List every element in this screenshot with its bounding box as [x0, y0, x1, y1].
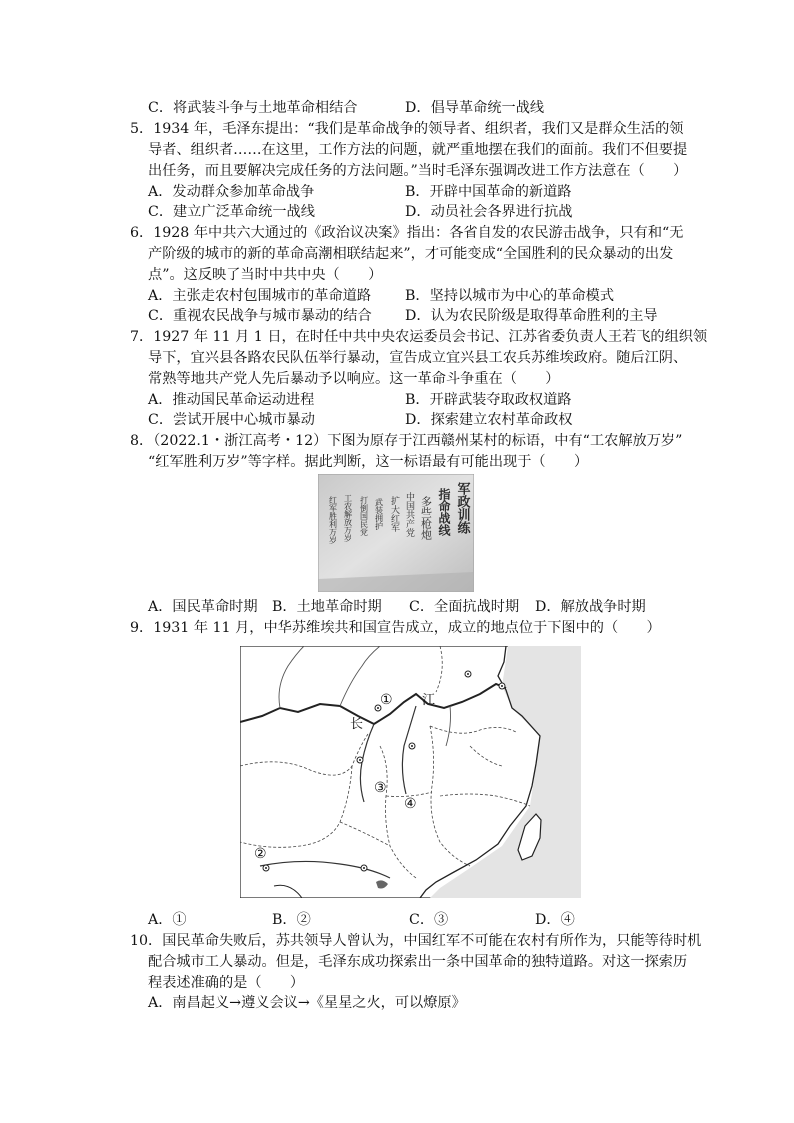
slogan-column-9: 红军胜利万岁 [328, 496, 338, 544]
q6-option-a: A．主张走农村包围城市的革命道路 [148, 288, 372, 304]
q7-stem-line-3: 常熟等地共产党人先后暴动予以响应。这一革命斗争重在（ ） [148, 371, 560, 387]
q10-option-a: A．南昌起义→遵义会议→《星星之火，可以燎原》 [148, 995, 466, 1011]
q6-option-b: B．坚持以城市为中心的革命模式 [405, 288, 615, 304]
q5-option-a: A．发动群众参加革命战争 [148, 184, 315, 200]
q4-option-c: C．将武装斗争与土地革命相结合 [148, 100, 358, 116]
q7-option-b: B．开辟武装夺取政权道路 [405, 392, 572, 408]
q6-stem-line-1: 6．1928 年中共六大通过的《政治议决案》指出：各省自发的农民游击战争，只有和“无 [130, 225, 684, 241]
map-label-jiang: 江 [422, 693, 436, 708]
q4-option-d: D．倡导革命统一战线 [405, 100, 545, 116]
slogan-column-8: 工农解放万岁 [343, 494, 353, 542]
q6-option-d: D．认为农民阶级是取得革命胜利的主导 [405, 308, 658, 324]
q8-stem-line-2: “红军胜利万岁”等字样。据此判断，这一标语最有可能出现于（ ） [148, 454, 589, 470]
slogan-column-1: 军政训练 [454, 482, 470, 534]
q5-option-c: C．建立广泛革命统一战线 [148, 204, 315, 220]
map-label-4: ④ [404, 796, 417, 812]
q9-option-d: D．④ [535, 912, 575, 928]
q7-option-c: C．尝试开展中心城市暴动 [148, 412, 315, 428]
slogan-column-5: 扩大红军 [389, 496, 399, 532]
q7-option-a: A．推动国民革命运动进程 [148, 392, 315, 408]
q5-option-b: B．开辟中国革命的新道路 [405, 184, 572, 200]
q8-option-d: D．解放战争时期 [535, 599, 646, 615]
slogan-photo [318, 474, 474, 592]
southeast-china-map [240, 646, 581, 898]
q7-stem-line-1: 7．1927 年 11 月 1 日，在时任中共中央农运委员会书记、江苏省委负责人王若飞的组织领 [130, 329, 708, 345]
q5-stem-line-3: 出任务，而且要解决完成任务的方法问题。”当时毛泽东强调改进工作方法意在（ ） [148, 163, 688, 179]
q8-option-a: A．国民革命时期 [148, 599, 258, 615]
q5-option-d: D．动员社会各界进行抗战 [405, 204, 573, 220]
q10-stem-line-3: 程表述准确的是（ ） [148, 975, 305, 991]
q8-stem-line-1: 8．（2022.1・浙江高考・12）下图为原存于江西赣州某村的标语，中有“工农解放万岁” [130, 433, 683, 449]
q7-stem-line-2: 导下，宜兴县各路农民队伍举行暴动，宣告成立宜兴县工农兵苏维埃政府。随后江阴、 [148, 350, 688, 366]
q7-option-d: D．探索建立农村革命政权 [405, 412, 573, 428]
q9-stem: 9．1931 年 11 月，中华苏维埃共和国宣告成立，成立的地点位于下图中的（ ） [130, 620, 661, 636]
q8-option-c: C．全面抗战时期 [409, 599, 520, 615]
q10-stem-line-2: 配合城市工人暴动。但是，毛泽东成功探索出一条中国革命的独特道路。对这一探索历 [148, 954, 688, 970]
map-label-chang: 长 [350, 717, 364, 732]
slogan-column-6: 武装拥护 [374, 498, 384, 530]
q6-option-c: C．重视农民战争与城市暴动的结合 [148, 308, 372, 324]
q5-stem-line-1: 5．1934 年，毛泽东提出：“我们是革命战争的领导者、组织者，我们又是群众生活的领 [130, 121, 684, 137]
slogan-column-2: 指命战线 [437, 488, 451, 536]
q6-stem-line-2: 产阶级的城市的新的革命高潮相联结起来”，才可能变成“全国胜利的民众暴动的出发 [148, 246, 674, 262]
q8-option-b: B．土地革命时期 [272, 599, 382, 615]
q9-option-b: B．② [272, 912, 311, 928]
slogan-column-7: 打倒国民党 [359, 496, 369, 536]
map-label-3: ③ [374, 780, 387, 796]
slogan-column-4: 中国共产党 [404, 492, 414, 537]
q9-option-a: A．① [148, 912, 187, 928]
q9-option-c: C．③ [409, 912, 449, 928]
q6-stem-line-3: 点”。这反映了当时中共中央（ ） [148, 267, 383, 283]
q10-stem-line-1: 10．国民革命失败后，苏共领导人曾认为，中国红军不可能在农村有所作为，只能等待时机 [130, 933, 702, 949]
q5-stem-line-2: 导者、组织者……在这里，工作方法的问题，就严重地摆在我们的面前。我们不但要提 [148, 142, 688, 158]
map-label-2: ② [254, 846, 267, 862]
slogan-column-3: 多些枪炮 [419, 496, 433, 540]
map-label-1: ① [380, 692, 393, 708]
